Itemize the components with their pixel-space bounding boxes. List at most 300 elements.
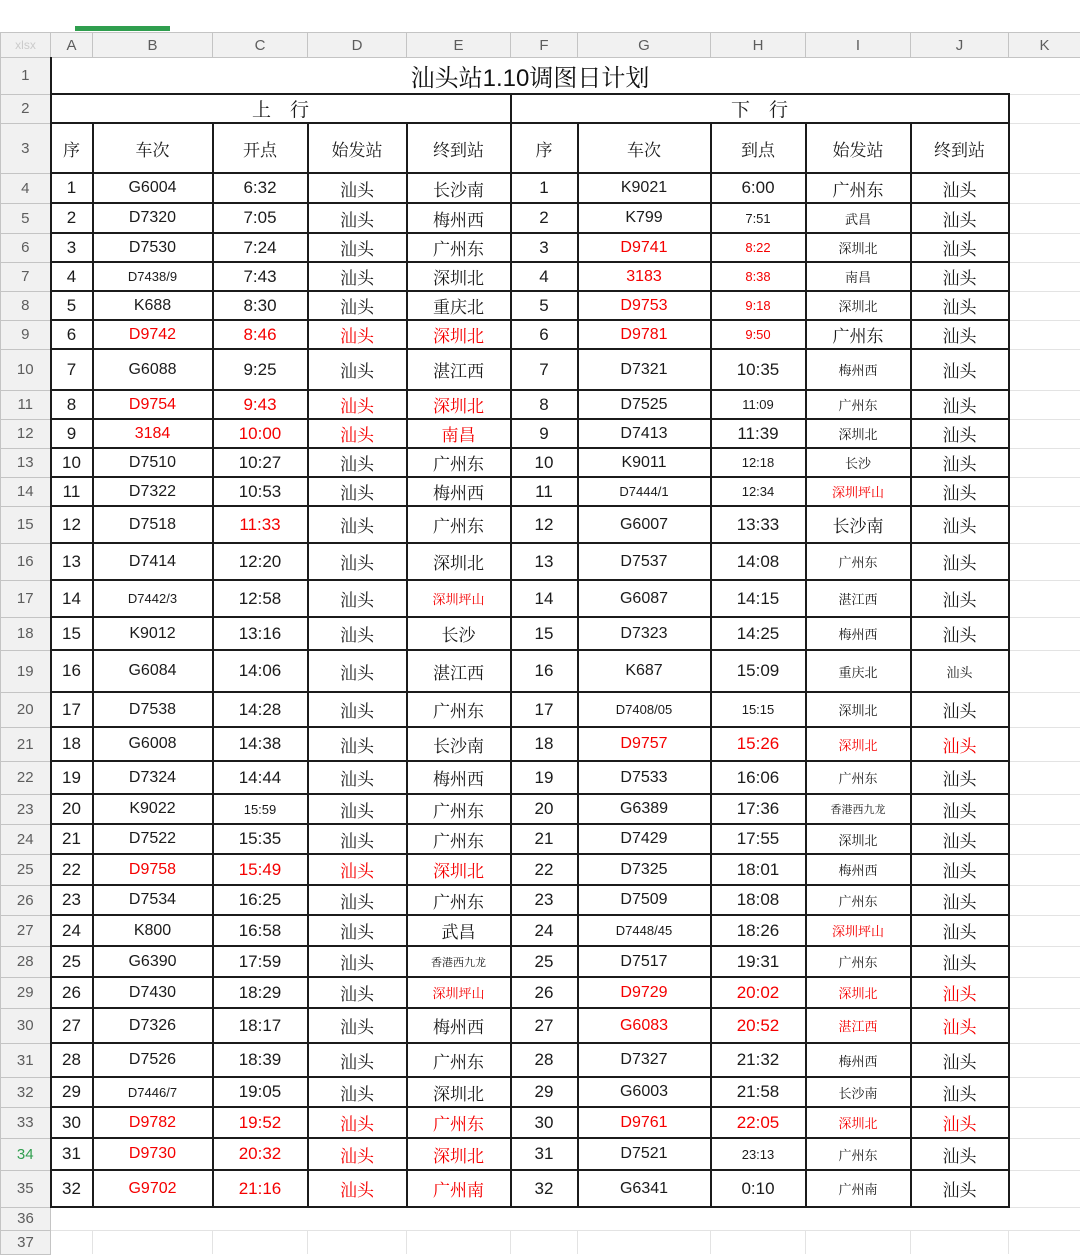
col-header-A[interactable]: A <box>51 33 93 58</box>
field-header-down-2[interactable]: 到点 <box>711 123 806 173</box>
cell-D8[interactable]: 汕头 <box>308 291 407 320</box>
row-header-15[interactable]: 15 <box>1 506 51 543</box>
cell-E28[interactable]: 香港西九龙 <box>407 946 511 977</box>
cell-B21[interactable]: G6008 <box>93 727 213 761</box>
cell-J22[interactable]: 汕头 <box>911 761 1009 794</box>
cell-H20[interactable]: 15:15 <box>711 692 806 727</box>
cell-F34[interactable]: 31 <box>511 1138 578 1170</box>
cell-G21[interactable]: D9757 <box>578 727 711 761</box>
cell-B8[interactable]: K688 <box>93 291 213 320</box>
row-header-35[interactable]: 35 <box>1 1170 51 1207</box>
cell-E13[interactable]: 广州东 <box>407 448 511 477</box>
cell-A12[interactable]: 9 <box>51 419 93 448</box>
cell-J16[interactable]: 汕头 <box>911 543 1009 580</box>
cell-E4[interactable]: 长沙南 <box>407 173 511 203</box>
cell-J9[interactable]: 汕头 <box>911 320 1009 349</box>
cell-C28[interactable]: 17:59 <box>213 946 308 977</box>
cell-I25[interactable]: 梅州西 <box>806 854 911 885</box>
cell-J14[interactable]: 汕头 <box>911 477 1009 506</box>
cell-D4[interactable]: 汕头 <box>308 173 407 203</box>
cell-H6[interactable]: 8:22 <box>711 233 806 262</box>
cell-B11[interactable]: D9754 <box>93 390 213 419</box>
cell-G20[interactable]: D7408/05 <box>578 692 711 727</box>
cell-A24[interactable]: 21 <box>51 824 93 854</box>
row-header-7[interactable]: 7 <box>1 262 51 291</box>
cell-E21[interactable]: 长沙南 <box>407 727 511 761</box>
cell-I24[interactable]: 深圳北 <box>806 824 911 854</box>
cell-J23[interactable]: 汕头 <box>911 794 1009 824</box>
cell-I26[interactable]: 广州东 <box>806 885 911 915</box>
cell-E17[interactable]: 深圳坪山 <box>407 580 511 617</box>
cell-H35[interactable]: 0:10 <box>711 1170 806 1207</box>
cell-C17[interactable]: 12:58 <box>213 580 308 617</box>
empty-cell-K13[interactable] <box>1009 448 1080 477</box>
cell-F14[interactable]: 11 <box>511 477 578 506</box>
row-header-20[interactable]: 20 <box>1 692 51 727</box>
cell-A8[interactable]: 5 <box>51 291 93 320</box>
cell-C4[interactable]: 6:32 <box>213 173 308 203</box>
cell-B7[interactable]: D7438/9 <box>93 262 213 291</box>
section-header-down[interactable]: 下 行 <box>511 94 1009 123</box>
row-header-37[interactable]: 37 <box>1 1230 51 1254</box>
empty-cell-A37[interactable] <box>51 1230 93 1254</box>
empty-row-36[interactable] <box>51 1207 1080 1230</box>
cell-D28[interactable]: 汕头 <box>308 946 407 977</box>
cell-C13[interactable]: 10:27 <box>213 448 308 477</box>
cell-J25[interactable]: 汕头 <box>911 854 1009 885</box>
col-header-C[interactable]: C <box>213 33 308 58</box>
cell-H31[interactable]: 21:32 <box>711 1043 806 1077</box>
cell-F22[interactable]: 19 <box>511 761 578 794</box>
cell-H12[interactable]: 11:39 <box>711 419 806 448</box>
cell-E20[interactable]: 广州东 <box>407 692 511 727</box>
cell-G32[interactable]: G6003 <box>578 1077 711 1107</box>
cell-I34[interactable]: 广州东 <box>806 1138 911 1170</box>
cell-F5[interactable]: 2 <box>511 203 578 233</box>
empty-cell-K25[interactable] <box>1009 854 1080 885</box>
empty-cell-K20[interactable] <box>1009 692 1080 727</box>
cell-C7[interactable]: 7:43 <box>213 262 308 291</box>
row-header-4[interactable]: 4 <box>1 173 51 203</box>
row-header-11[interactable]: 11 <box>1 390 51 419</box>
cell-B23[interactable]: K9022 <box>93 794 213 824</box>
cell-F7[interactable]: 4 <box>511 262 578 291</box>
row-header-17[interactable]: 17 <box>1 580 51 617</box>
cell-B33[interactable]: D9782 <box>93 1107 213 1138</box>
cell-G14[interactable]: D7444/1 <box>578 477 711 506</box>
cell-I14[interactable]: 深圳坪山 <box>806 477 911 506</box>
cell-J29[interactable]: 汕头 <box>911 977 1009 1008</box>
row-header-19[interactable]: 19 <box>1 650 51 692</box>
cell-A29[interactable]: 26 <box>51 977 93 1008</box>
cell-D22[interactable]: 汕头 <box>308 761 407 794</box>
cell-E29[interactable]: 深圳坪山 <box>407 977 511 1008</box>
cell-J7[interactable]: 汕头 <box>911 262 1009 291</box>
cell-I10[interactable]: 梅州西 <box>806 349 911 390</box>
empty-cell-B37[interactable] <box>93 1230 213 1254</box>
cell-F15[interactable]: 12 <box>511 506 578 543</box>
cell-C6[interactable]: 7:24 <box>213 233 308 262</box>
empty-cell-K29[interactable] <box>1009 977 1080 1008</box>
cell-C10[interactable]: 9:25 <box>213 349 308 390</box>
cell-A14[interactable]: 11 <box>51 477 93 506</box>
cell-C19[interactable]: 14:06 <box>213 650 308 692</box>
empty-cell-K21[interactable] <box>1009 727 1080 761</box>
cell-B30[interactable]: D7326 <box>93 1008 213 1043</box>
cell-G7[interactable]: 3183 <box>578 262 711 291</box>
cell-B6[interactable]: D7530 <box>93 233 213 262</box>
empty-cell-K22[interactable] <box>1009 761 1080 794</box>
empty-cell-K30[interactable] <box>1009 1008 1080 1043</box>
empty-cell-K33[interactable] <box>1009 1107 1080 1138</box>
cell-F6[interactable]: 3 <box>511 233 578 262</box>
cell-I22[interactable]: 广州东 <box>806 761 911 794</box>
cell-F19[interactable]: 16 <box>511 650 578 692</box>
cell-A16[interactable]: 13 <box>51 543 93 580</box>
cell-G9[interactable]: D9781 <box>578 320 711 349</box>
cell-G35[interactable]: G6341 <box>578 1170 711 1207</box>
cell-J32[interactable]: 汕头 <box>911 1077 1009 1107</box>
cell-J21[interactable]: 汕头 <box>911 727 1009 761</box>
row-header-28[interactable]: 28 <box>1 946 51 977</box>
cell-C24[interactable]: 15:35 <box>213 824 308 854</box>
col-header-E[interactable]: E <box>407 33 511 58</box>
cell-D30[interactable]: 汕头 <box>308 1008 407 1043</box>
cell-E25[interactable]: 深圳北 <box>407 854 511 885</box>
cell-D9[interactable]: 汕头 <box>308 320 407 349</box>
cell-J15[interactable]: 汕头 <box>911 506 1009 543</box>
cell-A15[interactable]: 12 <box>51 506 93 543</box>
cell-I31[interactable]: 梅州西 <box>806 1043 911 1077</box>
row-header-21[interactable]: 21 <box>1 727 51 761</box>
cell-A10[interactable]: 7 <box>51 349 93 390</box>
row-header-9[interactable]: 9 <box>1 320 51 349</box>
cell-F29[interactable]: 26 <box>511 977 578 1008</box>
empty-cell-K2[interactable] <box>1009 94 1080 123</box>
cell-I12[interactable]: 深圳北 <box>806 419 911 448</box>
cell-I15[interactable]: 长沙南 <box>806 506 911 543</box>
cell-C21[interactable]: 14:38 <box>213 727 308 761</box>
empty-cell-G37[interactable] <box>578 1230 711 1254</box>
empty-cell-K3[interactable] <box>1009 123 1080 173</box>
cell-C31[interactable]: 18:39 <box>213 1043 308 1077</box>
row-header-32[interactable]: 32 <box>1 1077 51 1107</box>
cell-F16[interactable]: 13 <box>511 543 578 580</box>
cell-C16[interactable]: 12:20 <box>213 543 308 580</box>
cell-I13[interactable]: 长沙 <box>806 448 911 477</box>
cell-G4[interactable]: K9021 <box>578 173 711 203</box>
empty-cell-K19[interactable] <box>1009 650 1080 692</box>
cell-J35[interactable]: 汕头 <box>911 1170 1009 1207</box>
cell-H25[interactable]: 18:01 <box>711 854 806 885</box>
empty-cell-K6[interactable] <box>1009 233 1080 262</box>
cell-B5[interactable]: D7320 <box>93 203 213 233</box>
cell-E22[interactable]: 梅州西 <box>407 761 511 794</box>
cell-E27[interactable]: 武昌 <box>407 915 511 946</box>
cell-F24[interactable]: 21 <box>511 824 578 854</box>
cell-J33[interactable]: 汕头 <box>911 1107 1009 1138</box>
cell-E7[interactable]: 深圳北 <box>407 262 511 291</box>
cell-A32[interactable]: 29 <box>51 1077 93 1107</box>
cell-B10[interactable]: G6088 <box>93 349 213 390</box>
cell-C11[interactable]: 9:43 <box>213 390 308 419</box>
cell-I17[interactable]: 湛江西 <box>806 580 911 617</box>
cell-C9[interactable]: 8:46 <box>213 320 308 349</box>
cell-I4[interactable]: 广州东 <box>806 173 911 203</box>
cell-F11[interactable]: 8 <box>511 390 578 419</box>
cell-E11[interactable]: 深圳北 <box>407 390 511 419</box>
cell-D18[interactable]: 汕头 <box>308 617 407 650</box>
cell-E23[interactable]: 广州东 <box>407 794 511 824</box>
row-header-16[interactable]: 16 <box>1 543 51 580</box>
cell-E31[interactable]: 广州东 <box>407 1043 511 1077</box>
cell-I28[interactable]: 广州东 <box>806 946 911 977</box>
cell-A19[interactable]: 16 <box>51 650 93 692</box>
row-header-33[interactable]: 33 <box>1 1107 51 1138</box>
cell-C25[interactable]: 15:49 <box>213 854 308 885</box>
cell-I33[interactable]: 深圳北 <box>806 1107 911 1138</box>
cell-B14[interactable]: D7322 <box>93 477 213 506</box>
row-header-26[interactable]: 26 <box>1 885 51 915</box>
cell-I27[interactable]: 深圳坪山 <box>806 915 911 946</box>
empty-cell-K11[interactable] <box>1009 390 1080 419</box>
cell-C12[interactable]: 10:00 <box>213 419 308 448</box>
empty-cell-F37[interactable] <box>511 1230 578 1254</box>
cell-H17[interactable]: 14:15 <box>711 580 806 617</box>
cell-D29[interactable]: 汕头 <box>308 977 407 1008</box>
cell-C26[interactable]: 16:25 <box>213 885 308 915</box>
cell-D21[interactable]: 汕头 <box>308 727 407 761</box>
cell-G17[interactable]: G6087 <box>578 580 711 617</box>
empty-cell-K16[interactable] <box>1009 543 1080 580</box>
cell-G5[interactable]: K799 <box>578 203 711 233</box>
cell-D6[interactable]: 汕头 <box>308 233 407 262</box>
row-header-10[interactable]: 10 <box>1 349 51 390</box>
cell-F8[interactable]: 5 <box>511 291 578 320</box>
cell-I21[interactable]: 深圳北 <box>806 727 911 761</box>
cell-I16[interactable]: 广州东 <box>806 543 911 580</box>
cell-H27[interactable]: 18:26 <box>711 915 806 946</box>
row-header-23[interactable]: 23 <box>1 794 51 824</box>
cell-G13[interactable]: K9011 <box>578 448 711 477</box>
cell-E30[interactable]: 梅州西 <box>407 1008 511 1043</box>
cell-H18[interactable]: 14:25 <box>711 617 806 650</box>
cell-H14[interactable]: 12:34 <box>711 477 806 506</box>
cell-J26[interactable]: 汕头 <box>911 885 1009 915</box>
cell-E33[interactable]: 广州东 <box>407 1107 511 1138</box>
cell-H13[interactable]: 12:18 <box>711 448 806 477</box>
cell-E8[interactable]: 重庆北 <box>407 291 511 320</box>
cell-E32[interactable]: 深圳北 <box>407 1077 511 1107</box>
cell-A30[interactable]: 27 <box>51 1008 93 1043</box>
empty-cell-K7[interactable] <box>1009 262 1080 291</box>
cell-D34[interactable]: 汕头 <box>308 1138 407 1170</box>
cell-F20[interactable]: 17 <box>511 692 578 727</box>
cell-D11[interactable]: 汕头 <box>308 390 407 419</box>
cell-G12[interactable]: D7413 <box>578 419 711 448</box>
field-header-down-1[interactable]: 车次 <box>578 123 711 173</box>
row-header-8[interactable]: 8 <box>1 291 51 320</box>
row-header-13[interactable]: 13 <box>1 448 51 477</box>
field-header-up-1[interactable]: 车次 <box>93 123 213 173</box>
cell-B28[interactable]: G6390 <box>93 946 213 977</box>
cell-C5[interactable]: 7:05 <box>213 203 308 233</box>
cell-D13[interactable]: 汕头 <box>308 448 407 477</box>
cell-I32[interactable]: 长沙南 <box>806 1077 911 1107</box>
cell-A18[interactable]: 15 <box>51 617 93 650</box>
cell-F25[interactable]: 22 <box>511 854 578 885</box>
empty-cell-K8[interactable] <box>1009 291 1080 320</box>
cell-A9[interactable]: 6 <box>51 320 93 349</box>
cell-H23[interactable]: 17:36 <box>711 794 806 824</box>
cell-H4[interactable]: 6:00 <box>711 173 806 203</box>
cell-B16[interactable]: D7414 <box>93 543 213 580</box>
cell-A35[interactable]: 32 <box>51 1170 93 1207</box>
cell-B18[interactable]: K9012 <box>93 617 213 650</box>
row-header-27[interactable]: 27 <box>1 915 51 946</box>
cell-G31[interactable]: D7327 <box>578 1043 711 1077</box>
cell-F4[interactable]: 1 <box>511 173 578 203</box>
select-all-corner[interactable]: xlsx <box>1 33 51 58</box>
cell-F9[interactable]: 6 <box>511 320 578 349</box>
field-header-up-0[interactable]: 序 <box>51 123 93 173</box>
cell-B4[interactable]: G6004 <box>93 173 213 203</box>
field-header-down-4[interactable]: 终到站 <box>911 123 1009 173</box>
row-header-3[interactable]: 3 <box>1 123 51 173</box>
cell-B15[interactable]: D7518 <box>93 506 213 543</box>
cell-B27[interactable]: K800 <box>93 915 213 946</box>
cell-C27[interactable]: 16:58 <box>213 915 308 946</box>
field-header-up-3[interactable]: 始发站 <box>308 123 407 173</box>
cell-E12[interactable]: 南昌 <box>407 419 511 448</box>
cell-H24[interactable]: 17:55 <box>711 824 806 854</box>
cell-F21[interactable]: 18 <box>511 727 578 761</box>
cell-F13[interactable]: 10 <box>511 448 578 477</box>
cell-G34[interactable]: D7521 <box>578 1138 711 1170</box>
empty-cell-K14[interactable] <box>1009 477 1080 506</box>
cell-G16[interactable]: D7537 <box>578 543 711 580</box>
cell-H21[interactable]: 15:26 <box>711 727 806 761</box>
field-header-up-4[interactable]: 终到站 <box>407 123 511 173</box>
cell-I20[interactable]: 深圳北 <box>806 692 911 727</box>
cell-G10[interactable]: D7321 <box>578 349 711 390</box>
cell-E16[interactable]: 深圳北 <box>407 543 511 580</box>
cell-I18[interactable]: 梅州西 <box>806 617 911 650</box>
cell-J34[interactable]: 汕头 <box>911 1138 1009 1170</box>
cell-A31[interactable]: 28 <box>51 1043 93 1077</box>
cell-I23[interactable]: 香港西九龙 <box>806 794 911 824</box>
cell-J19[interactable]: 汕头 <box>911 650 1009 692</box>
cell-G22[interactable]: D7533 <box>578 761 711 794</box>
cell-D17[interactable]: 汕头 <box>308 580 407 617</box>
cell-F10[interactable]: 7 <box>511 349 578 390</box>
cell-D7[interactable]: 汕头 <box>308 262 407 291</box>
row-header-36[interactable]: 36 <box>1 1207 51 1230</box>
cell-C15[interactable]: 11:33 <box>213 506 308 543</box>
cell-I8[interactable]: 深圳北 <box>806 291 911 320</box>
field-header-up-2[interactable]: 开点 <box>213 123 308 173</box>
cell-F31[interactable]: 28 <box>511 1043 578 1077</box>
row-header-14[interactable]: 14 <box>1 477 51 506</box>
cell-F28[interactable]: 25 <box>511 946 578 977</box>
cell-B17[interactable]: D7442/3 <box>93 580 213 617</box>
cell-H9[interactable]: 9:50 <box>711 320 806 349</box>
cell-A33[interactable]: 30 <box>51 1107 93 1138</box>
cell-E10[interactable]: 湛江西 <box>407 349 511 390</box>
cell-B22[interactable]: D7324 <box>93 761 213 794</box>
cell-J17[interactable]: 汕头 <box>911 580 1009 617</box>
cell-D27[interactable]: 汕头 <box>308 915 407 946</box>
cell-A27[interactable]: 24 <box>51 915 93 946</box>
row-header-18[interactable]: 18 <box>1 617 51 650</box>
cell-G24[interactable]: D7429 <box>578 824 711 854</box>
cell-I30[interactable]: 湛江西 <box>806 1008 911 1043</box>
col-header-B[interactable]: B <box>93 33 213 58</box>
cell-I19[interactable]: 重庆北 <box>806 650 911 692</box>
cell-G30[interactable]: G6083 <box>578 1008 711 1043</box>
cell-H19[interactable]: 15:09 <box>711 650 806 692</box>
row-header-24[interactable]: 24 <box>1 824 51 854</box>
field-header-down-3[interactable]: 始发站 <box>806 123 911 173</box>
col-header-G[interactable]: G <box>578 33 711 58</box>
empty-cell-K5[interactable] <box>1009 203 1080 233</box>
cell-G18[interactable]: D7323 <box>578 617 711 650</box>
cell-F18[interactable]: 15 <box>511 617 578 650</box>
cell-J27[interactable]: 汕头 <box>911 915 1009 946</box>
empty-cell-K4[interactable] <box>1009 173 1080 203</box>
cell-I7[interactable]: 南昌 <box>806 262 911 291</box>
cell-I29[interactable]: 深圳北 <box>806 977 911 1008</box>
cell-A6[interactable]: 3 <box>51 233 93 262</box>
cell-B32[interactable]: D7446/7 <box>93 1077 213 1107</box>
empty-cell-K34[interactable] <box>1009 1138 1080 1170</box>
cell-C33[interactable]: 19:52 <box>213 1107 308 1138</box>
cell-C23[interactable]: 15:59 <box>213 794 308 824</box>
cell-B19[interactable]: G6084 <box>93 650 213 692</box>
cell-H22[interactable]: 16:06 <box>711 761 806 794</box>
cell-C18[interactable]: 13:16 <box>213 617 308 650</box>
cell-G6[interactable]: D9741 <box>578 233 711 262</box>
cell-G25[interactable]: D7325 <box>578 854 711 885</box>
empty-cell-K23[interactable] <box>1009 794 1080 824</box>
col-header-K[interactable]: K <box>1009 33 1080 58</box>
cell-C20[interactable]: 14:28 <box>213 692 308 727</box>
cell-D23[interactable]: 汕头 <box>308 794 407 824</box>
cell-H7[interactable]: 8:38 <box>711 262 806 291</box>
cell-J12[interactable]: 汕头 <box>911 419 1009 448</box>
cell-E26[interactable]: 广州东 <box>407 885 511 915</box>
cell-G19[interactable]: K687 <box>578 650 711 692</box>
cell-A26[interactable]: 23 <box>51 885 93 915</box>
cell-H15[interactable]: 13:33 <box>711 506 806 543</box>
cell-I35[interactable]: 广州南 <box>806 1170 911 1207</box>
row-header-1[interactable]: 1 <box>1 58 51 95</box>
row-header-25[interactable]: 25 <box>1 854 51 885</box>
cell-J13[interactable]: 汕头 <box>911 448 1009 477</box>
cell-G23[interactable]: G6389 <box>578 794 711 824</box>
cell-G28[interactable]: D7517 <box>578 946 711 977</box>
empty-cell-K26[interactable] <box>1009 885 1080 915</box>
empty-cell-H37[interactable] <box>711 1230 806 1254</box>
empty-cell-K9[interactable] <box>1009 320 1080 349</box>
cell-F35[interactable]: 32 <box>511 1170 578 1207</box>
row-header-30[interactable]: 30 <box>1 1008 51 1043</box>
cell-E34[interactable]: 深圳北 <box>407 1138 511 1170</box>
cell-D20[interactable]: 汕头 <box>308 692 407 727</box>
col-header-I[interactable]: I <box>806 33 911 58</box>
cell-B20[interactable]: D7538 <box>93 692 213 727</box>
cell-D12[interactable]: 汕头 <box>308 419 407 448</box>
